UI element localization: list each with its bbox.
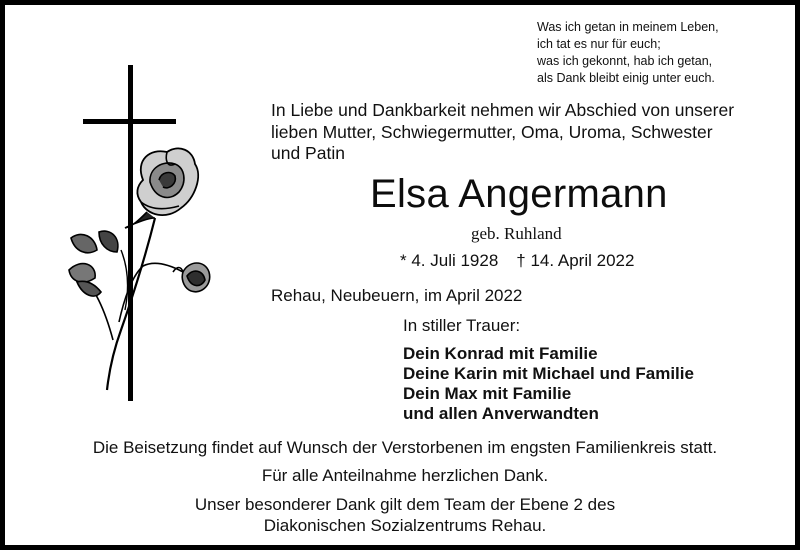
place-and-date: Rehau, Neubeuern, im April 2022: [271, 286, 523, 305]
thanks-note: Für alle Anteilnahme herzlichen Dank.: [261, 466, 549, 485]
intro-line: und Patin: [271, 143, 345, 163]
poem-line: was ich gekonnt, hab ich getan,: [537, 54, 713, 68]
intro-text: [271, 100, 771, 165]
poem-line: als Dank bleibt einig unter euch.: [537, 71, 715, 85]
mourner: Dein Max mit Familie: [403, 384, 572, 403]
special-thanks-line: Diakonischen Sozialzentrums Rehau.: [263, 516, 547, 535]
mourner: und allen Anverwandten: [403, 404, 599, 423]
birth-date: * 4. Juli 1928: [400, 251, 499, 270]
special-thanks-line: Unser besonderer Dank gilt dem Team der Ebene 2 des: [194, 495, 616, 514]
rose-icon: [69, 148, 210, 390]
cross-and-rose-artwork: [55, 60, 220, 405]
mourning-heading: In stiller Trauer:: [403, 316, 521, 335]
poem-line: Was ich getan in meinem Leben,: [537, 20, 719, 34]
death-date: † 14. April 2022: [516, 251, 635, 270]
birth-name: geb. Ruhland: [471, 224, 562, 243]
intro-line: lieben Mutter, Schwiegermutter, Oma, Uroma, Schwester: [271, 121, 713, 142]
life-dates: [400, 251, 634, 271]
mourner: Deine Karin mit Michael und Familie: [403, 364, 694, 383]
mourner: Dein Konrad mit Familie: [403, 344, 598, 363]
deceased-name: Elsa Angermann: [370, 172, 668, 216]
burial-note: Die Beisetzung findet auf Wunsch der Verstorbenen im engsten Familienkreis statt.: [92, 438, 718, 457]
cross-icon: [83, 65, 176, 401]
poem-line: ich tat es nur für euch;: [537, 37, 661, 51]
mourners-list: [403, 344, 694, 424]
intro-line: In Liebe und Dankbarkeit nehmen wir Abschied von unserer: [271, 100, 735, 120]
poem: [537, 19, 719, 87]
special-thanks: [5, 494, 800, 536]
